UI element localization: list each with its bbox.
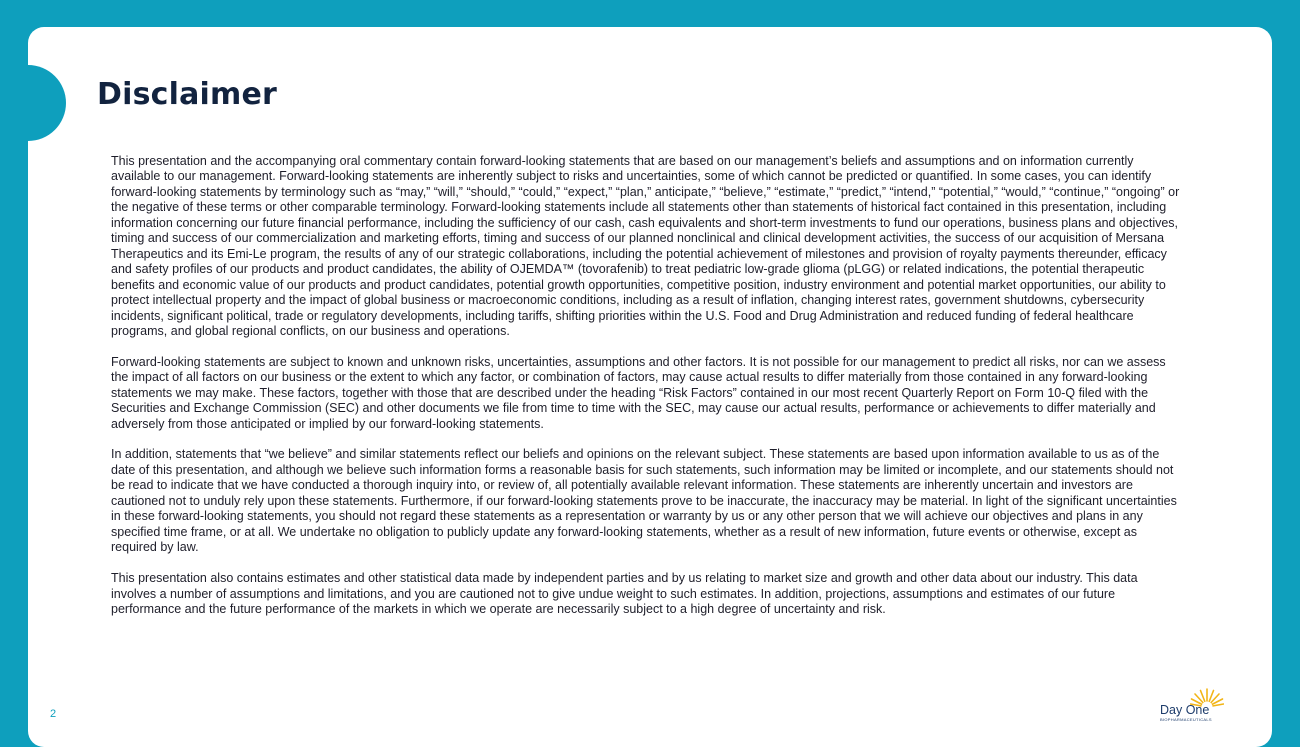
page-title: Disclaimer — [97, 77, 278, 112]
logo-wordmark: Day One — [1160, 703, 1210, 717]
paragraph-forward-looking: This presentation and the accompanying oral commentary contain forward-looking statements that are based on our management’s beliefs and assumptions and on information currently available to our management. Forward-looking statements are inherently subject to risks and uncertainties, some of which cannot be predicted or quantified. In some cases, you can identify forward-looking statements by terminology such as “may,” “will,” “should,” “could,” “expect,” “plan,” anticipate,” “believe,” “estimate,” “predict,” “intend,” “potential,” “would,” “continue,” “ongoing” or the negative of these terms or other comparable terminology. Forward-looking statements include all statements other than statements of historical fact contained in this presentation, including information concerning our future financial performance, including the sufficiency of our cash, cash equivalents and short-term investments to fund our operations, business plans and objectives, timing and success of our commercialization and marketing efforts, timing and success of our planned nonclinical and clinical development activities, the success of our acquisition of Mersana Therapeutics and its Emi-Le program, the results of any of our strategic collaborations, including the potential achievement of milestones and provision of royalty payments thereunder, efficacy and safety profiles of our products and product candidates, the ability of OJEMDA™ (tovorafenib) to treat pediatric low-grade glioma (pLGG) or related indications, the potential therapeutic benefits and economic value of our products and product candidates, potential growth opportunities, competitive position, industry environment and potential market opportunities, our ability to protect intellectual property and the impact of global business or macroeconomic conditions, including as a result of inflation, changing interest rates, government shutdowns, cybersecurity incidents, significant political, trade or regulatory developments, including tariffs, shifting priorities within the U.S. Food and Drug Administration and reduced funding of federal healthcare programs, and global regional conflicts, on our business and operations. — [111, 154, 1180, 338]
page-number: 2 — [50, 708, 57, 720]
disclaimer-body — [111, 154, 1181, 633]
paragraph-risks: Forward-looking statements are subject to known and unknown risks, uncertainties, assumptions and other factors. It is not possible for our management to predict all risks, nor can we assess the impact of all factors on our business or the extent to which any factor, or combination of factors, may cause actual results to differ materially from those contained in any forward-looking statements we may make. These factors, together with those that are described under the heading “Risk Factors” contained in our most recent Quarterly Report on Form 10-Q filed with the Securities and Exchange Commission (SEC) and other documents we file from time to time with the SEC, may cause our actual results, performance or achievements to differ materially and adversely from those anticipated or implied by our forward-looking statements. — [111, 354, 1166, 431]
paragraph-beliefs: In addition, statements that “we believe” and similar statements reflect our beliefs and opinions on the relevant subject. These statements are based upon information available to us as of the date of this presentation, and although we believe such information forms a reasonable basis for such statements, such information may be limited or incomplete, and our statements should not be read to indicate that we have conducted a thorough inquiry into, or review of, all potentially available relevant information. These statements are inherently uncertain and investors are cautioned not to unduly rely upon these statements. Furthermore, if our forward-looking statements prove to be inaccurate, the inaccuracy may be material. In light of the significant uncertainties in these forward-looking statements, you should not regard these statements as a representation or warranty by us or any other person that we will achieve our objectives and plans in any specified time frame, or at all. We undertake no obligation to publicly update any forward-looking statements, whether as a result of new information, future events or otherwise, except as required by law. — [111, 447, 1177, 555]
accent-circle — [28, 65, 66, 141]
paragraph-estimates: This presentation also contains estimates and other statistical data made by independent parties and by us relating to market size and growth and other data about our industry. This data involves a number of assumptions and limitations, and you are cautioned not to give undue weight to such estimates. In addition, projections, assumptions and estimates of our future performance and the future performance of the markets in which we operate are necessarily subject to a high degree of uncertainty and risk. — [111, 571, 1138, 616]
logo-subtitle: BIOPHARMACEUTICALS — [1160, 717, 1212, 722]
company-logo — [1156, 687, 1236, 722]
slide — [28, 27, 1272, 747]
